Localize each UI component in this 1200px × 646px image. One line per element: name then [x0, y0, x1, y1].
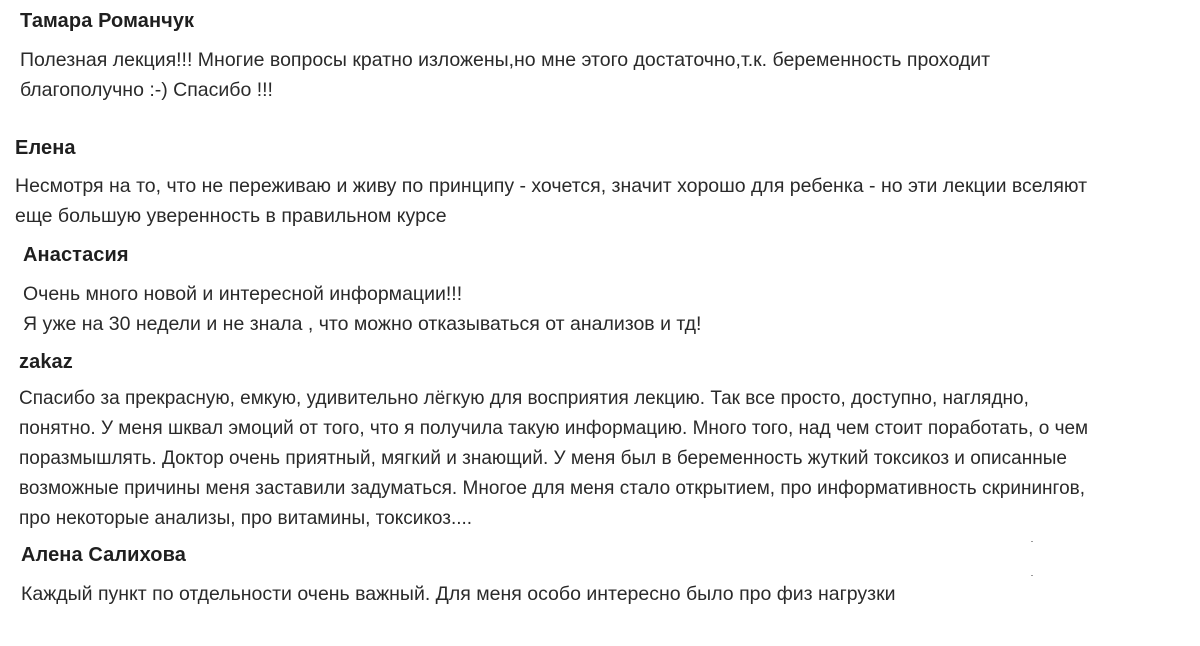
decorative-dot [1031, 541, 1033, 542]
review-author: zakaz [19, 351, 73, 373]
review-text: Спасибо за прекрасную, емкую, удивительно лёгкую для восприятия лекцию. Так все просто, доступно, наглядно, понятно. У меня шквал эмоций от того, что я получила такую информацию. Много того, над чем стоит поработать, о чем поразмышлять. Доктор очень приятный, мягкий и знающий. У меня был в беременность жуткий токсикоз и описанные возможные причины меня заставили задуматься. Многое для меня стало открытием, про информативность скринингов, про некоторые анализы, про витамины, токсикоз.... [19, 388, 1089, 529]
review-text: Полезная лекция!!! Многие вопросы кратно изложены,но мне этого достаточно,т.к. беременность проходит благополучно :-) Спасибо !!! [20, 49, 991, 101]
review-item [20, 9, 1185, 105]
review-author: Алена Салихова [21, 544, 186, 566]
review-text: Каждый пункт по отдельности очень важный. Для меня особо интересно было про физ нагрузки [21, 583, 896, 605]
decorative-dot [1031, 575, 1033, 576]
review-text: Несмотря на то, что не переживаю и живу по принципу - хочется, значит хорошо для ребенка - но эти лекции вселяют еще большую уверенность в правильном курсе [15, 175, 1088, 227]
review-item [21, 543, 1186, 609]
review-item [19, 350, 1194, 534]
review-author: Тамара Романчук [20, 10, 195, 32]
review-text: Очень много новой и интересной информации!!! Я уже на 30 недели и не знала , что можно отказываться от анализов и тд! [23, 283, 702, 335]
review-item [15, 136, 1190, 231]
review-author: Анастасия [23, 244, 129, 266]
review-item [23, 243, 1188, 339]
review-author: Елена [15, 137, 76, 159]
